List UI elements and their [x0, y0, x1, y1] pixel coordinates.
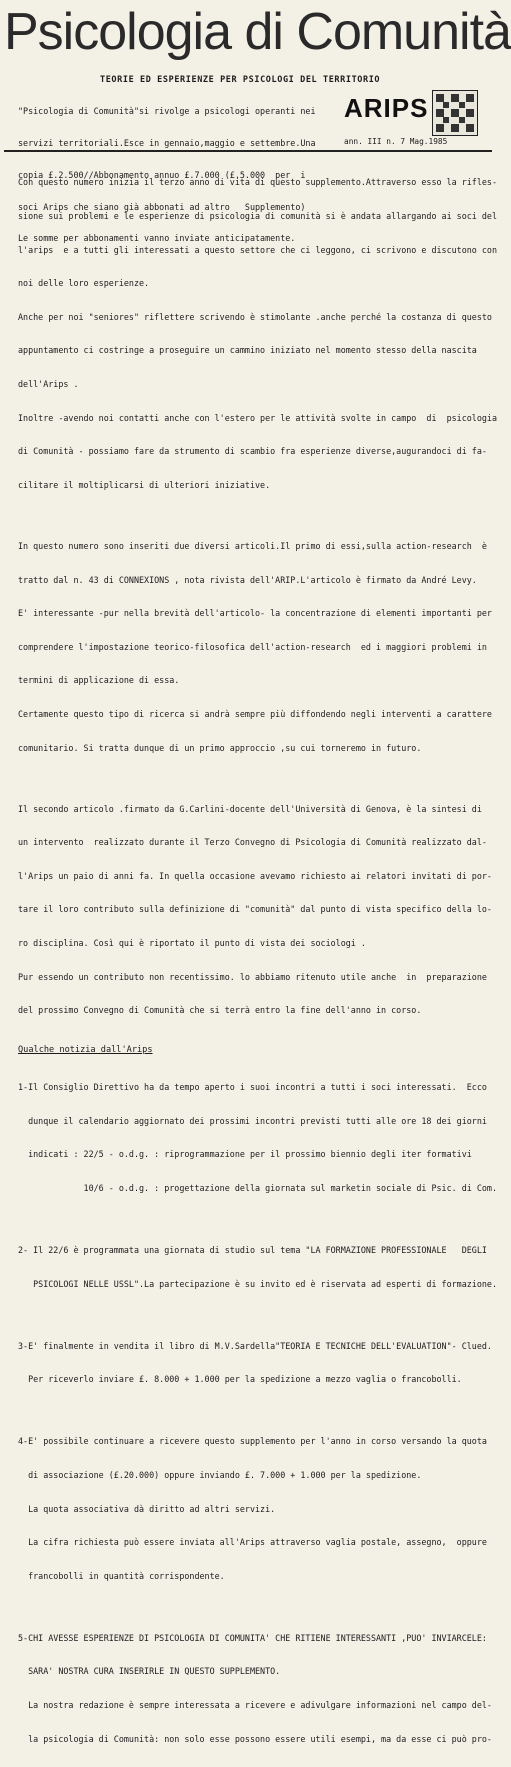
text-line: di Comunità - possiamo fare da strumento di scambio fra esperienze diverse,augurandoci di fa-: [18, 446, 487, 457]
text-line: cilitare il moltiplicarsi di ulteriori iniziative.: [18, 479, 271, 490]
text-line: 5-CHI AVESSE ESPERIENZE DI PSICOLOGIA DI COMUNITA' CHE RITIENE INTERESSANTI ,PUO' INVIARCELE:: [18, 1632, 487, 1643]
news-section-title: Qualche notizia dall'Arips: [18, 1044, 153, 1055]
text-line: del prossimo Convegno di Comunità che si terrà entro la fine dell'anno in corso.: [18, 1005, 422, 1016]
intro-line: servizi territoriali.Esce in gennaio,maggio e settembre.Una: [18, 137, 316, 148]
news-item: [18, 1610, 492, 1767]
intro-line: Le somme per abbonamenti vanno inviate anticipatamente.: [18, 233, 296, 244]
text-line: di associazione (£.20.000) oppure inviando £. 7.000 + 1.000 per la spedizione.: [18, 1469, 422, 1480]
text-line: l'Arips un paio di anni fa. In quella occasione avevamo richiesto ai relatori invitati di por-: [18, 870, 492, 881]
text-line: PSICOLOGI NELLE USSL".La partecipazione è su invito ed è riservata ad esperti di formazione.: [18, 1278, 498, 1289]
paragraph: [18, 781, 492, 1039]
text-line: 1-Il Consiglio Direttivo ha da tempo aperto i suoi incontri a tutti i soci interessati. Ecco: [18, 1082, 487, 1093]
header-divider: [4, 150, 492, 152]
text-line: la psicologia di Comunità: non solo esse possono essere utili esempi, ma da esse ci può pro-: [18, 1733, 492, 1744]
intro-line: soci Arips che siano già abbonati ad altro Supplemento): [18, 201, 306, 212]
text-line: l'arips e a tutti gli interessati a questo settore che ci leggono, ci scrivono e discutono con: [18, 244, 498, 255]
text-line: La nostra redazione è sempre interessata a ricevere e adivulgare informazioni nel campo del-: [18, 1700, 492, 1711]
text-line: dunque il calendario aggiornato dei prossimi incontri previsti tutti alle ore 18 dei giorni: [18, 1115, 487, 1126]
text-line: Il secondo articolo .firmato da G.Carlini-docente dell'Università di Genova, è la sintesi di: [18, 803, 482, 814]
text-line: E' interessante -pur nella brevità dell'articolo- la concentrazione di elementi importanti per: [18, 608, 492, 619]
text-line: Certamente questo tipo di ricerca si andrà sempre più diffondendo negli interventi a carattere: [18, 708, 492, 719]
text-line: un intervento realizzato durante il Terzo Convegno di Psicologia di Comunità realizzato dal-: [18, 837, 487, 848]
text-line: Inoltre -avendo noi contatti anche con l'estero per le attività svolte in campo di psicologia: [18, 412, 498, 423]
arips-logo-icon: [432, 90, 478, 136]
text-line: francobolli in quantità corrispondente.: [18, 1570, 225, 1581]
arips-logo-word: ARIPS: [344, 93, 429, 123]
text-line: tare il loro contributo sulla definizione di "comunità" dal punto di vista specifico della lo-: [18, 904, 492, 915]
text-line: dell'Arips .: [18, 379, 79, 390]
text-line: Con questo numero inizia il terzo anno di vita di questo supplemento.Attraverso esso la rifles-: [18, 177, 498, 188]
text-line: Pur essendo un contributo non recentissimo. lo abbiamo ritenuto utile anche in preparazione: [18, 971, 487, 982]
text-line: tratto dal n. 43 di CONNEXIONS , nota rivista dell'ARIP.L'articolo è firmato da André Levy.: [18, 574, 477, 585]
issue-info: ann. III n. 7 Mag.1985: [344, 137, 448, 146]
text-line: comunitario. Si tratta dunque di un primo approccio ,su cui torneremo in futuro.: [18, 742, 422, 753]
subtitle: TEORIE ED ESPERIENZE PER PSICOLOGI DEL TERRITORIO: [100, 75, 381, 85]
text-line: ro disciplina. Così qui è riportato il punto di vista dei sociologi .: [18, 938, 366, 949]
text-line: 10/6 - o.d.g. : progettazione della giornata sul marketin sociale di Psic. di Com.: [18, 1183, 498, 1194]
text-line: SARA' NOSTRA CURA INSERIRLE IN QUESTO SUPPLEMENTO.: [18, 1666, 281, 1677]
news-item: [18, 1223, 498, 1313]
text-line: 2- Il 22/6 è programmata una giornata di studio sul tema "LA FORMAZIONE PROFESSIONALE DEGLI: [18, 1245, 487, 1256]
text-line: 4-E' possibile continuare a ricevere questo supplemento per l'anno in corso versando la quota: [18, 1436, 487, 1447]
text-line: termini di applicazione di essa.: [18, 675, 180, 686]
text-line: sione sui problemi e le esperienze di psicologia di comunità si è andata allargando ai soci del: [18, 211, 498, 222]
text-line: Anche per noi "seniores" riflettere scrivendo è stimolante .anche perché la costanza di questo: [18, 311, 492, 322]
text-line: 3-E' finalmente in vendita il libro di M.V.Sardella"TEORIA E TECNICHE DELL'EVALUATION"- Clued.: [18, 1340, 492, 1351]
text-line: comprendere l'impostazione teorico-filosofica dell'action-research ed i maggiori problemi in: [18, 641, 487, 652]
text-line: La cifra richiesta può essere inviata all'Arips attraverso vaglia postale, assegno, oppure: [18, 1537, 487, 1548]
news-item: [18, 1414, 492, 1604]
intro-line: "Psicologia di Comunità"si rivolge a psicologi operanti nei: [18, 106, 316, 117]
news-item: [18, 1060, 498, 1217]
text-line: indicati : 22/5 - o.d.g. : riprogrammazione per il prossimo biennio degli iter formativi: [18, 1149, 472, 1160]
news-item: [18, 1318, 492, 1408]
text-line: Per riceverlo inviare £. 8.000 + 1.000 per la spedizione a mezzo vaglia o francobolli.: [18, 1374, 462, 1385]
text-line: La quota associativa dà diritto ad altri servizi.: [18, 1503, 276, 1514]
text-line: In questo numero sono inseriti due diversi articoli.Il primo di essi,sulla action-research è: [18, 540, 487, 551]
paragraph: [18, 519, 492, 777]
article-body: [18, 155, 498, 1744]
paragraph: [18, 155, 498, 514]
text-line: noi delle loro esperienze.: [18, 278, 150, 289]
text-line: appuntamento ci costringe a proseguire un cammino iniziato nel momento stesso della nascita: [18, 345, 477, 356]
intro-line: copia £.2.500//Abbonamento annuo £.7.000 (£.5.000 per i: [18, 169, 306, 180]
masthead-title: Psicologia di Comunità: [4, 3, 511, 61]
